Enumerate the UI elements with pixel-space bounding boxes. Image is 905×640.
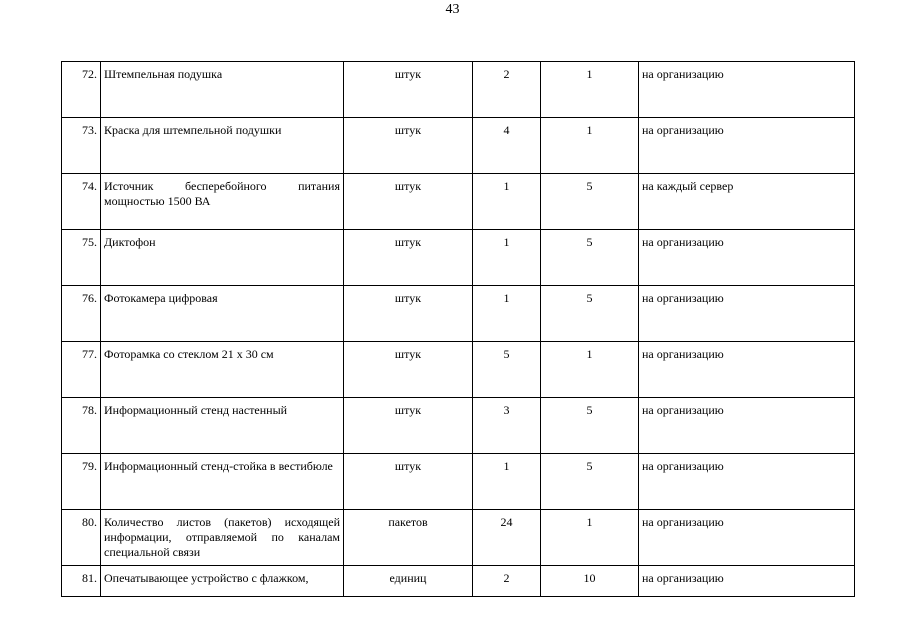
item-name: Краска для штемпельной подушки [101, 118, 344, 174]
item-name: Информационный стенд-стойка в вестибюле [101, 454, 344, 510]
table-row [62, 118, 855, 174]
item-name: Количество листов (пакетов) исходящей информации, отправляемой по каналам специальной связи [101, 510, 344, 566]
service-life: 5 [541, 398, 639, 454]
item-name: Штемпельная подушка [101, 62, 344, 118]
quantity: 1 [473, 286, 541, 342]
allocation-note: на организацию [639, 62, 855, 118]
table-row [62, 286, 855, 342]
table-row [62, 342, 855, 398]
table-row [62, 174, 855, 230]
quantity: 1 [473, 454, 541, 510]
row-number: 77. [62, 342, 101, 398]
unit-of-measure: штук [344, 174, 473, 230]
unit-of-measure: штук [344, 62, 473, 118]
unit-of-measure: пакетов [344, 510, 473, 566]
item-name: Опечатывающее устройство с флажком, [101, 566, 344, 597]
table-row [62, 230, 855, 286]
table-row [62, 398, 855, 454]
quantity: 3 [473, 398, 541, 454]
service-life: 5 [541, 286, 639, 342]
allocation-note: на организацию [639, 286, 855, 342]
page-number: 43 [445, 2, 460, 17]
item-name: Фоторамка со стеклом 21 х 30 см [101, 342, 344, 398]
quantity: 1 [473, 230, 541, 286]
row-number: 76. [62, 286, 101, 342]
row-number: 75. [62, 230, 101, 286]
quantity: 2 [473, 62, 541, 118]
table-row [62, 510, 855, 566]
item-name: Источник бесперебойного питания мощностью 1500 ВА [101, 174, 344, 230]
row-number: 80. [62, 510, 101, 566]
service-life: 1 [541, 342, 639, 398]
quantity: 24 [473, 510, 541, 566]
allocation-note: на каждый сервер [639, 174, 855, 230]
row-number: 79. [62, 454, 101, 510]
item-name: Фотокамера цифровая [101, 286, 344, 342]
allocation-note: на организацию [639, 566, 855, 597]
row-number: 74. [62, 174, 101, 230]
unit-of-measure: единиц [344, 566, 473, 597]
unit-of-measure: штук [344, 286, 473, 342]
service-life: 1 [541, 118, 639, 174]
quantity: 2 [473, 566, 541, 597]
service-life: 1 [541, 510, 639, 566]
row-number: 81. [62, 566, 101, 597]
allocation-note: на организацию [639, 230, 855, 286]
norms-table [61, 61, 855, 597]
item-name: Диктофон [101, 230, 344, 286]
row-number: 73. [62, 118, 101, 174]
row-number: 78. [62, 398, 101, 454]
service-life: 5 [541, 230, 639, 286]
table-row [62, 62, 855, 118]
allocation-note: на организацию [639, 510, 855, 566]
row-number: 72. [62, 62, 101, 118]
quantity: 1 [473, 174, 541, 230]
unit-of-measure: штук [344, 118, 473, 174]
allocation-note: на организацию [639, 118, 855, 174]
quantity: 4 [473, 118, 541, 174]
item-name: Информационный стенд настенный [101, 398, 344, 454]
service-life: 5 [541, 454, 639, 510]
allocation-note: на организацию [639, 454, 855, 510]
service-life: 1 [541, 62, 639, 118]
allocation-note: на организацию [639, 342, 855, 398]
service-life: 10 [541, 566, 639, 597]
unit-of-measure: штук [344, 398, 473, 454]
service-life: 5 [541, 174, 639, 230]
table-row [62, 454, 855, 510]
unit-of-measure: штук [344, 230, 473, 286]
unit-of-measure: штук [344, 342, 473, 398]
unit-of-measure: штук [344, 454, 473, 510]
quantity: 5 [473, 342, 541, 398]
allocation-note: на организацию [639, 398, 855, 454]
table-row [62, 566, 855, 597]
